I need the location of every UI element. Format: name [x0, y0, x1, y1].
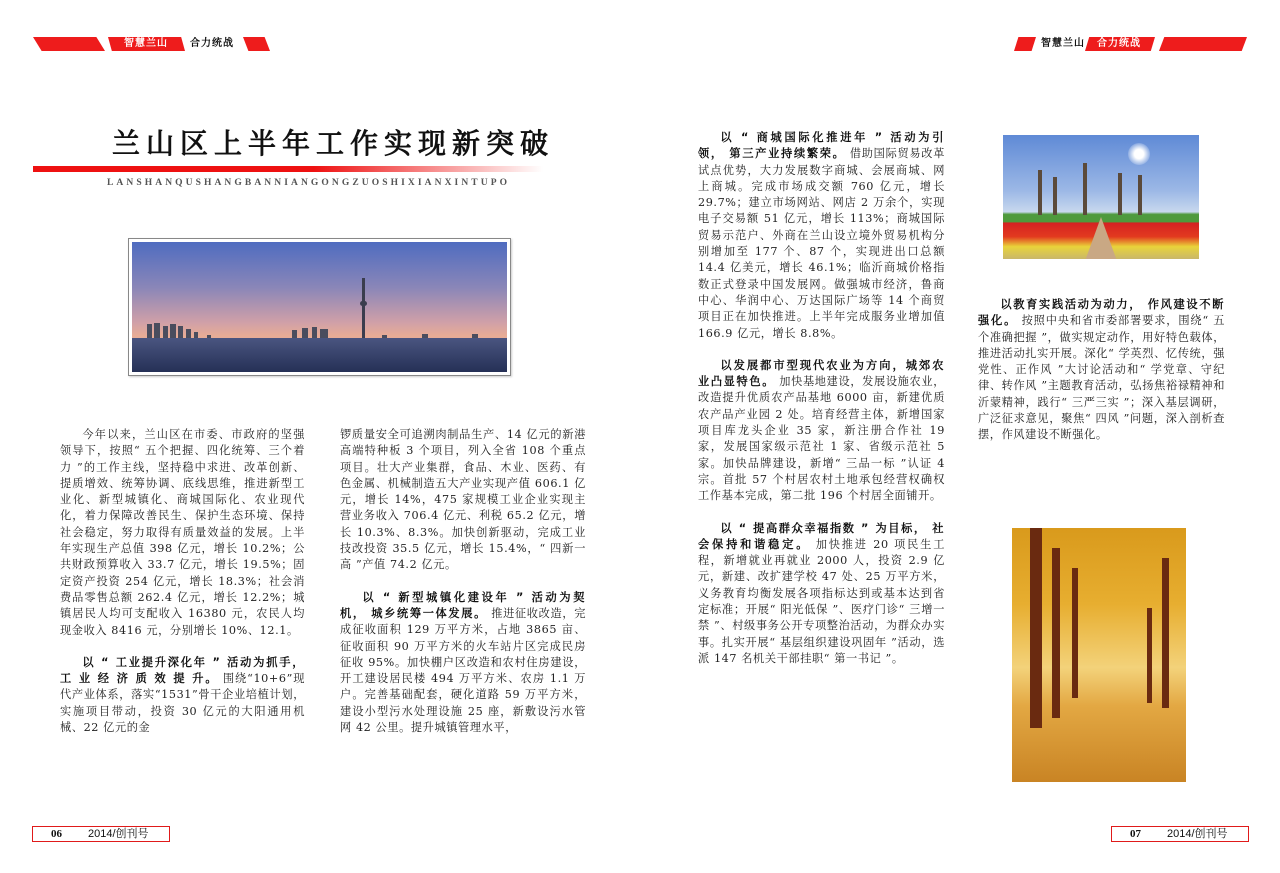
- header-ribbon-left-3: [243, 37, 270, 51]
- page-number-left: 06: [51, 828, 62, 840]
- lead-agriculture: 以发展都市型现代农业为方向，城郊农业凸显特色。: [698, 358, 945, 389]
- paragraph-agriculture: 以发展都市型现代农业为方向，城郊农业凸显特色。 加快基地建设，发展设施农业，改造提升优质农产品基地 6000 亩，新建优质农产品产业园 2 处。培育经营主体，新增国家项目库龙头企业 35 家，新注册合作社 19 家，发展国家级示范社 1 家、省级示范社 5 家。加快品牌建设，新增“ 三品一标 ”认证 4 宗。首批 57 个村居农村土地承包经营权确权工作基本完成，第二批 196 个村居全面铺开。: [698, 358, 945, 503]
- paragraph-work-style: 以教育实践活动为动力， 作风建设不断强化。 按照中央和省市委部署要求，围绕“ 五个准确把握 ”，做实规定动作，用好特色载体，推进活动扎实开展。深化“ 学英烈、忆传统，强党性、正作风 ”大讨论活动和“ 学党章、守纪律、转作风 ”主题教育活动，弘扬焦裕禄精神和沂蒙精神，践行“ 三严三实 ”；深入基层调研，广泛征求意见，聚焦“ 四风 ”问题，深入剖析查摆，作风建设不断强化。: [978, 298, 1225, 442]
- header-tag-united-front-right: 合力统战: [1097, 38, 1141, 49]
- header-ribbon-right-3: [1159, 37, 1247, 51]
- article-pinyin-subtitle: LANSHANQUSHANGBANNIANGONGZUOSHIXIANXINTUPO: [107, 178, 511, 188]
- lead-urbanization: 以 “ 新型城镇化建设年 ” 活动为契机， 城乡统筹一体发展。: [340, 590, 586, 620]
- paragraph-commerce: 以 “ 商城国际化推进年 ” 活动为引领， 第三产业持续繁荣。 借助国际贸易改革试点优势，大力发展数字商城、会展商城、网上商城。完成市场成交额 760 亿元，增长 29.7%；建立市场网站、网店 2 万余个，实现电子交易额 51 亿元，增长 113%；商城国际贸易示范户、外商在兰山设立境外贸易机构分别增加至 177 个、87 个，实现进出口总额 14.4 亿美元，增长 46.1%；临沂商城价格指数正式登录中国发展网。做强城市经济，鲁商中心、华润中心、万达国际广场等 14 个商贸项目正在加快推进。上半年完成服务业增加值 166.9 亿元，增长 8.8%。: [698, 131, 945, 340]
- article-column-3: [698, 130, 945, 667]
- autumn-tree-lane-photo: [1012, 528, 1186, 782]
- paragraph-intro: 今年以来，兰山区在市委、市政府的坚强领导下，按照“ 五个把握、四化统筹、三个着力 ”的工作主线，坚持稳中求进、改革创新、提质增效、统筹协调、底线思维，推进新型工业化、新型城镇化、商城国际化、农业现代化，着力保障改善民生、保护生态环境、保持社会稳定，努力取得有质量效益的发展。上半年实现生产总值 398 亿元，增长 10.2%；公共财政预算收入 33.7 亿元，增长 19.5%；固定资产投资 254 亿元，增长 18.3%；社会消费品零售总额 262.4 亿元，增长 12.2%；城镇居民人均可支配收入 16380 元，农民人均现金收入 8416 元，分别增长 10%、12.1。: [60, 428, 305, 637]
- page-number-right: 07: [1130, 828, 1141, 840]
- paragraph-industry-cont: 锣质量安全可追溯肉制品生产、14 亿元的新港高端特种板 3 个项目，列入全省 108 个重点项目。壮大产业集群，食品、木业、医药、有色金属、机械制造五大产业实现产值 606.1 亿元，增长 14%，475 家规模工业企业实现主营业务收入 706.4 亿元、利税 65.2 亿元，增长 10.3%、8.3%。加快创新驱动，完成工业技改投资 35.5 亿元，增长 15.4%，“ 四新一高 ”产值 74.2 亿元。: [340, 428, 586, 572]
- header-tag-smart-lanshan-right: 智慧兰山: [1041, 38, 1085, 49]
- lead-commerce: 以 “ 商城国际化推进年 ” 活动为引领， 第三产业持续繁荣。: [698, 131, 945, 161]
- article-title: 兰山区上半年工作实现新突破: [112, 127, 555, 160]
- title-underline-bar: [33, 166, 543, 172]
- flower-park-photo: [1003, 135, 1199, 259]
- header-ribbon-left-1: [33, 37, 105, 51]
- issue-label-left: 2014/创刊号: [88, 828, 149, 840]
- article-column-4: [978, 297, 1225, 444]
- city-skyline-photo: [132, 242, 507, 372]
- header-tag-united-front-left: 合力统战: [190, 38, 234, 49]
- footer-right: [1111, 826, 1249, 842]
- park-walkway: [1085, 217, 1117, 259]
- paragraph-urbanization: 以 “ 新型城镇化建设年 ” 活动为契机， 城乡统筹一体发展。 推进征收改造，完成征收面积 129 万平方米，占地 3865 亩、征收面积 90 万平方米的火车站片区完成民房征收 95%。加快棚户区改造和农村住房建设，开工建设居民楼 494 万平方米、农房 1.1 万户。完善基础配套，硬化道路 59 万平方米，建设小型污水处理设施 25 座，新敷设污水管网 42 公里。提升城镇管理水平，: [340, 590, 586, 735]
- paragraph-industry: 以 “ 工业提升深化年 ” 活动为抓手， 工 业 经 济 质 效 提 升。 围绕“10+6”现代产业体系，落实“1531”骨干企业培植计划，实施项目带动，投资 30 亿元的大阳通用机械、22 亿元的金: [60, 655, 305, 735]
- lead-work-style: 以教育实践活动为动力， 作风建设不断强化。: [978, 298, 1225, 328]
- river-water: [132, 338, 507, 372]
- header-ribbon-right-1: [1014, 37, 1036, 51]
- article-column-2: [340, 427, 586, 736]
- issue-label-right: 2014/创刊号: [1167, 828, 1228, 840]
- skyline-photo-frame: [128, 238, 511, 376]
- article-column-1: [60, 427, 305, 736]
- lead-livelihood: 以 “ 提高群众幸福指数 ” 为目标， 社会保持和谐稳定。: [698, 521, 945, 551]
- header-tag-smart-lanshan-left: 智慧兰山: [124, 38, 168, 49]
- footer-left: [32, 826, 170, 842]
- sun: [1128, 143, 1150, 165]
- paragraph-livelihood: 以 “ 提高群众幸福指数 ” 为目标， 社会保持和谐稳定。 加快推进 20 项民生工程，新增就业再就业 2000 人，投资 2.9 亿元，新建、改扩建学校 47 处、25 万平方米，义务教育均衡发展各项指标达到或基本达到省定标准；开展“ 阳光低保 ”、医疗门诊“ 三增一禁 ”、村级事务公开专项整治活动，为群众办实事。扎实开展“ 基层组织建设巩固年 ”活动，选派 147 名机关干部挂职“ 第一书记 ”。: [698, 521, 945, 665]
- lead-industry: 以 “ 工业提升深化年 ” 活动为抓手， 工 业 经 济 质 效 提 升。: [60, 655, 305, 686]
